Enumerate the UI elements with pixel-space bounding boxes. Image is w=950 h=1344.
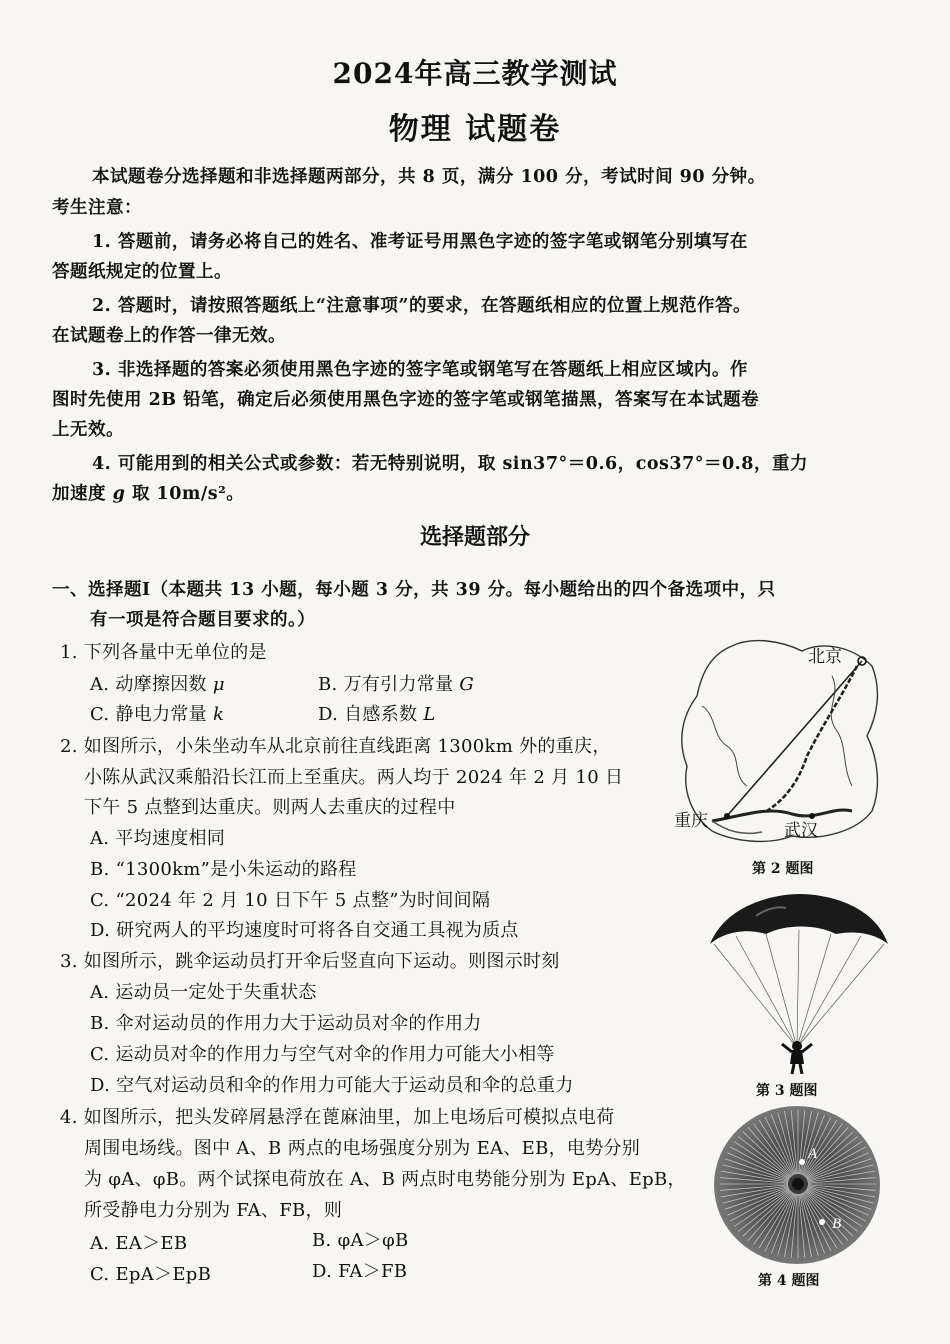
q2-stem-line-1: 2. 如图所示，小朱坐动车从北京前往直线距离 1300km 外的重庆，	[60, 736, 611, 757]
exam-title: 2024年高三教学测试	[332, 57, 618, 90]
q4-stem-line-4: 所受静电力分别为 FA、FB，则	[84, 1200, 343, 1221]
exam-subtitle: 物理 试题卷	[388, 112, 562, 147]
q1-stem: 1. 下列各量中无单位的是	[60, 642, 267, 663]
map-label-chongqing: 重庆	[674, 811, 708, 830]
q2-option-d: D. 研究两人的平均速度时可将各自交通工具视为质点	[90, 920, 519, 941]
q3-option-d: D. 空气对运动员和伞的作用力可能大于运动员和伞的总重力	[90, 1075, 574, 1096]
q4-stem-line-2: 周围电场线。图中 A、B 两点的电场强度分别为 EA、EB，电势分别	[84, 1138, 641, 1159]
q4-option-d: D. FA＞FB	[312, 1261, 408, 1282]
note-1-line-2: 答题纸规定的位置上。	[52, 262, 232, 282]
q1-option-d: D. 自感系数 L	[318, 704, 436, 725]
q4-option-c: C. EpA＞EpB	[90, 1264, 212, 1285]
q4-field-lines-figure	[712, 1104, 882, 1266]
point-a-label: A	[808, 1146, 818, 1162]
q1-option-b: B. 万有引力常量 G	[318, 674, 475, 695]
q4-option-a: A. EA＞EB	[90, 1233, 188, 1254]
q4-stem-line-3: 为 φA、φB。两个试探电荷放在 A、B 两点时电势能分别为 EpA、EpB，	[84, 1169, 686, 1190]
q2-figure-caption: 第 2 题图	[752, 861, 814, 877]
q2-option-b: B. “1300km”是小朱运动的路程	[90, 859, 357, 880]
q3-figure-caption: 第 3 题图	[756, 1083, 818, 1099]
q3-option-a: A. 运动员一定处于失重状态	[90, 982, 317, 1003]
q2-option-c: C. “2024 年 2 月 10 日下午 5 点整”为时间间隔	[90, 890, 491, 911]
q4-stem-line-1: 4. 如图所示，把头发碎屑悬浮在蓖麻油里，加上电场后可模拟点电荷	[60, 1107, 615, 1128]
q2-stem-line-2: 小陈从武汉乘船沿长江而上至重庆。两人均于 2024 年 2 月 10 日	[84, 767, 624, 788]
note-3-line-3: 上无效。	[52, 420, 124, 440]
part-1-line-2: 有一项是符合题目要求的。）	[90, 610, 316, 630]
note-4-line-1: 4. 可能用到的相关公式或参数：若无特别说明，取 sin37°＝0.6，cos37°＝0.8，重力	[92, 454, 808, 474]
map-label-beijing: 北京	[808, 647, 842, 666]
note-1-line-1: 1. 答题前，请务必将自己的姓名、准考证号用黑色字迹的签字笔或钢笔分别填写在	[92, 232, 748, 252]
map-label-wuhan: 武汉	[784, 821, 818, 840]
note-3-line-1: 3. 非选择题的答案必须使用黑色字迹的签字笔或钢笔写在答题纸上相应区域内。作	[92, 360, 748, 380]
q1-option-a: A. 动摩擦因数 μ	[90, 674, 225, 695]
note-4-line-2: 加速度 g 取 10m/s²。	[52, 484, 245, 504]
intro-summary: 本试题卷分选择题和非选择题两部分，共 8 页，满分 100 分，考试时间 90 分钟。	[92, 167, 766, 187]
q2-stem-line-3: 下午 5 点整到达重庆。则两人去重庆的过程中	[84, 797, 456, 818]
q4-figure-caption: 第 4 题图	[758, 1273, 820, 1289]
section-title: 选择题部分	[419, 524, 530, 550]
notice-heading: 考生注意：	[52, 198, 142, 218]
q3-parachute-figure	[706, 894, 892, 1074]
point-b-label: B	[832, 1216, 842, 1232]
q1-option-c: C. 静电力常量 k	[90, 704, 225, 725]
note-2-line-1: 2. 答题时，请按照答题纸上“注意事项”的要求，在答题纸相应的位置上规范作答。	[92, 296, 751, 316]
q3-stem: 3. 如图所示，跳伞运动员打开伞后竖直向下运动。则图示时刻	[60, 951, 560, 972]
note-2-line-2: 在试题卷上的作答一律无效。	[52, 326, 286, 346]
q3-option-b: B. 伞对运动员的作用力大于运动员对伞的作用力	[90, 1013, 482, 1034]
q2-map-figure	[672, 636, 888, 856]
q2-option-a: A. 平均速度相同	[90, 828, 226, 849]
q4-option-b: B. φA＞φB	[312, 1230, 409, 1251]
q3-option-c: C. 运动员对伞的作用力与空气对伞的作用力可能大小相等	[90, 1044, 555, 1065]
note-3-line-2: 图时先使用 2B 铅笔，确定后必须使用黑色字迹的签字笔或钢笔描黑，答案写在本试题卷	[52, 390, 760, 410]
part-1-line-1: 一、选择题Ⅰ（本题共 13 小题，每小题 3 分，共 39 分。每小题给出的四个备选项中，只	[52, 580, 776, 600]
